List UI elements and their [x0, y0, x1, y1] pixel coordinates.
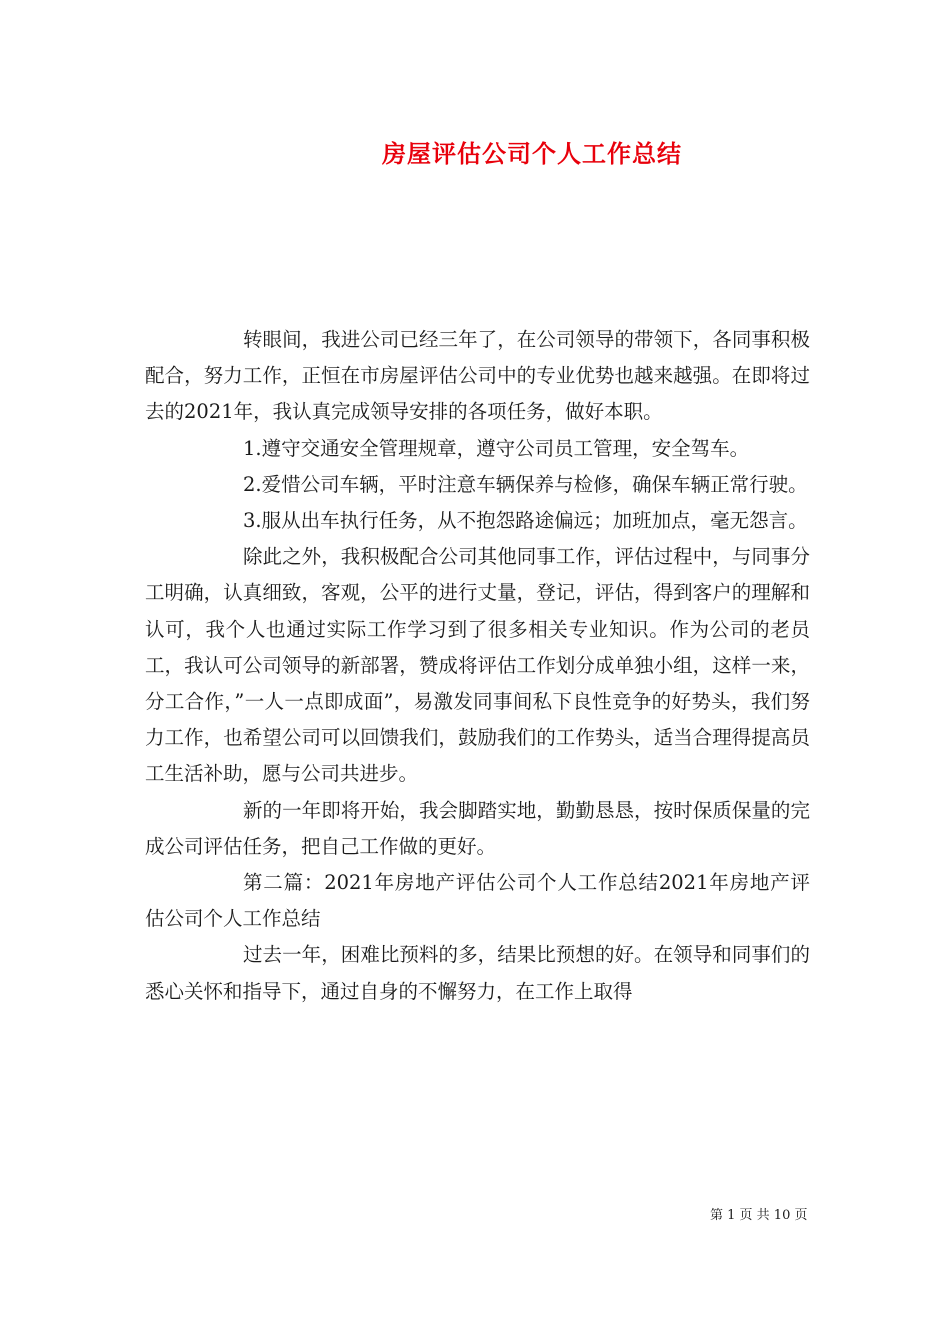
document-body	[145, 322, 810, 1010]
paragraph-cooperation: 除此之外，我积极配合公司其他同事工作，评估过程中，与同事分工明确，认真细致，客观，公平的进行丈量，登记，评估，得到客户的理解和认可，我个人也通过实际工作学习到了很多相关专业知识。作为公司的老员工，我认可公司领导的新部署，赞成将评估工作划分成单独小组，这样一来，分工合作，”一人一点即成面”，易激发同事间私下良性竞争的好势头，我们努力工作，也希望公司可以回馈我们，鼓励我们的工作势头，适当合理得提高员工生活补助，愿与公司共进步。	[145, 545, 810, 786]
list-item-2: 2.爱惜公司车辆，平时注意车辆保养与检修，确保车辆正常行驶。	[243, 472, 808, 496]
paragraph-new-year: 新的一年即将开始，我会脚踏实地，勤勤恳恳，按时保质保量的完成公司评估任务，把自己工作做的更好。	[145, 798, 810, 858]
paragraph-second-article-heading: 第二篇：2021年房地产评估公司个人工作总结2021年房地产评估公司个人工作总结	[145, 871, 810, 931]
document-title: 房屋评估公司个人工作总结	[382, 139, 682, 168]
list-item-3: 3.服从出车执行任务，从不抱怨路途偏远；加班加点，毫无怨言。	[243, 509, 808, 533]
paragraph-past-year: 过去一年，困难比预料的多，结果比预想的好。在领导和同事们的悉心关怀和指导下，通过自身的不懈努力，在工作上取得	[145, 943, 810, 1003]
paragraph-intro: 转眼间，我进公司已经三年了，在公司领导的带领下，各同事积极配合，努力工作，正恒在市房屋评估公司中的专业优势也越来越强。在即将过去的2021年，我认真完成领导安排的各项任务，做好本职。	[145, 328, 810, 424]
list-item-1: 1.遵守交通安全管理规章，遵守公司员工管理，安全驾车。	[243, 436, 750, 460]
page-number-footer: 第 1 页 共 10 页	[710, 1208, 808, 1223]
